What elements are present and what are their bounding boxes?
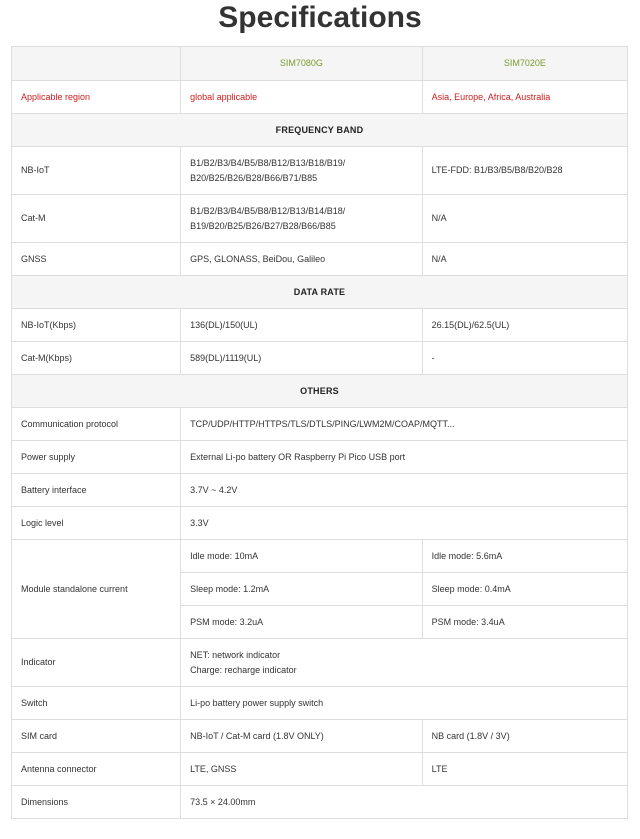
battery-value: 3.7V ~ 4.2V: [181, 474, 628, 507]
indicator-line: NET: network indicator: [190, 649, 281, 660]
switch-value: Li-po battery power supply switch: [181, 687, 628, 720]
band-line: B1/B2/B3/B4/B5/B8/B12/B13/B18/B19/: [190, 157, 346, 168]
table-row-gnss: [12, 243, 628, 276]
section-title: DATA RATE: [12, 276, 628, 309]
row-label: Switch: [12, 687, 181, 720]
simcard-sim7080g: NB-IoT / Cat-M card (1.8V ONLY): [181, 720, 423, 753]
table-row-logic: [12, 507, 628, 540]
nbiot-sim7020e: LTE-FDD: B1/B3/B5/B8/B20/B28: [422, 147, 627, 195]
table-row-catm-rate: [12, 342, 628, 375]
table-row-region: [12, 81, 628, 114]
row-label: SIM card: [12, 720, 181, 753]
table-row-battery: [12, 474, 628, 507]
section-title: FREQUENCY BAND: [12, 114, 628, 147]
row-label: Cat-M: [12, 195, 181, 243]
gnss-sim7020e: N/A: [422, 243, 627, 276]
table-row-switch: [12, 687, 628, 720]
table-row-dimensions: [12, 786, 628, 819]
sleep-sim7020e: Sleep mode: 0.4mA: [422, 573, 627, 606]
row-label: Dimensions: [12, 786, 181, 819]
header-sim7080g: SIM7080G: [181, 47, 423, 81]
catm-rate-sim7020e: -: [422, 342, 627, 375]
row-label: NB-IoT: [12, 147, 181, 195]
row-label: Communication protocol: [12, 408, 181, 441]
band-line: B19/B20/B25/B26/B27/B28/B66/B85: [190, 220, 336, 231]
section-frequency-band: [12, 114, 628, 147]
table-row-power: [12, 441, 628, 474]
region-sim7080g: global applicable: [181, 81, 423, 114]
row-label: NB-IoT(Kbps): [12, 309, 181, 342]
nbiot-rate-sim7080g: 136(DL)/150(UL): [181, 309, 423, 342]
row-label: GNSS: [12, 243, 181, 276]
page-title: Specifications: [218, 1, 422, 34]
table-header-row: [12, 47, 628, 81]
psm-sim7020e: PSM mode: 3.4uA: [422, 606, 627, 639]
table-row-simcard: [12, 720, 628, 753]
row-label: Battery interface: [12, 474, 181, 507]
protocol-value: TCP/UDP/HTTP/HTTPS/TLS/DTLS/PING/LWM2M/COAP/MQTT...: [181, 408, 628, 441]
catm-rate-sim7080g: 589(DL)/1119(UL): [181, 342, 423, 375]
nbiot-rate-sim7020e: 26.15(DL)/62.5(UL): [422, 309, 627, 342]
section-data-rate: [12, 276, 628, 309]
row-label: Cat-M(Kbps): [12, 342, 181, 375]
antenna-sim7080g: LTE, GNSS: [181, 753, 423, 786]
catm-sim7020e: N/A: [422, 195, 627, 243]
table-row-nbiot-rate: [12, 309, 628, 342]
row-label: Antenna connector: [12, 753, 181, 786]
table-row-indicator: [12, 639, 628, 687]
table-row-catm: [12, 195, 628, 243]
simcard-sim7020e: NB card (1.8V / 3V): [422, 720, 627, 753]
table-row-nbiot: [12, 147, 628, 195]
table-row-antenna: [12, 753, 628, 786]
indicator-value: [181, 639, 628, 687]
table-row-current-idle: [12, 540, 628, 573]
section-others: [12, 375, 628, 408]
header-sim7020e: SIM7020E: [422, 47, 627, 81]
row-label: Module standalone current: [12, 540, 181, 639]
psm-sim7080g: PSM mode: 3.2uA: [181, 606, 423, 639]
sleep-sim7080g: Sleep mode: 1.2mA: [181, 573, 423, 606]
idle-sim7020e: Idle mode: 5.6mA: [422, 540, 627, 573]
row-label: Logic level: [12, 507, 181, 540]
band-line: B1/B2/B3/B4/B5/B8/B12/B13/B14/B18/: [190, 205, 346, 216]
region-sim7020e: Asia, Europe, Africa, Australia: [422, 81, 627, 114]
table-row-protocol: [12, 408, 628, 441]
dimensions-value: 73.5 × 24.00mm: [181, 786, 628, 819]
band-line: B20/B25/B26/B28/B66/B71/B85: [190, 172, 318, 183]
power-value: External Li-po battery OR Raspberry Pi Pico USB port: [181, 441, 628, 474]
gnss-sim7080g: GPS, GLONASS, BeiDou, Galileo: [181, 243, 423, 276]
header-blank: [12, 47, 181, 81]
idle-sim7080g: Idle mode: 10mA: [181, 540, 423, 573]
antenna-sim7020e: LTE: [422, 753, 627, 786]
row-label: Applicable region: [12, 81, 181, 114]
nbiot-sim7080g: [181, 147, 423, 195]
indicator-line: Charge: recharge indicator: [190, 664, 297, 675]
section-title: OTHERS: [12, 375, 628, 408]
catm-sim7080g: [181, 195, 423, 243]
row-label: Indicator: [12, 639, 181, 687]
logic-value: 3.3V: [181, 507, 628, 540]
row-label: Power supply: [12, 441, 181, 474]
specifications-table: [11, 46, 628, 819]
